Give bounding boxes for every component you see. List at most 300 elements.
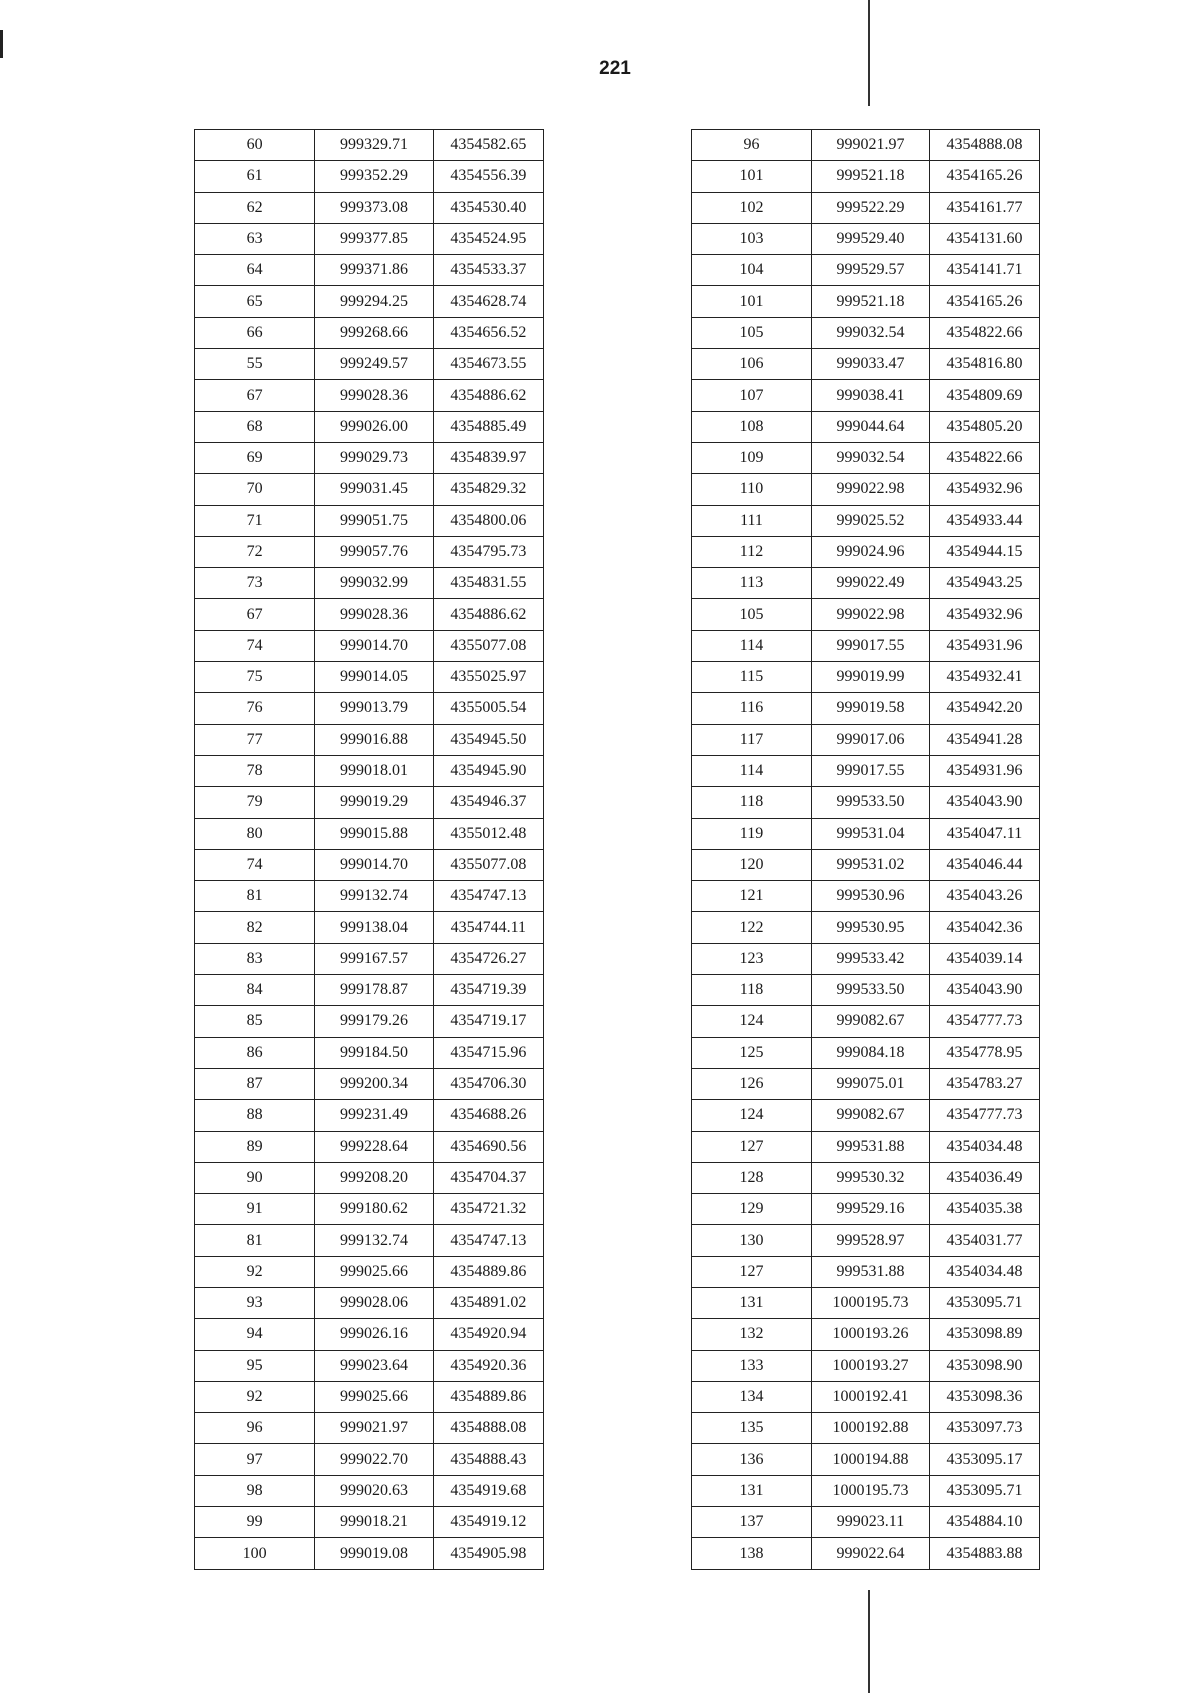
table-row: [692, 317, 1040, 348]
table-row: [195, 536, 544, 567]
y-coordinate-cell: 4354884.10: [930, 1507, 1040, 1538]
table-row: [692, 755, 1040, 786]
table-row: [692, 912, 1040, 943]
y-coordinate-cell: 4354524.95: [433, 223, 543, 254]
table-row: [195, 912, 544, 943]
x-coordinate-cell: 999021.97: [315, 1413, 433, 1444]
x-coordinate-cell: 999231.49: [315, 1100, 433, 1131]
table-row: [692, 1444, 1040, 1475]
x-coordinate-cell: 999082.67: [812, 1100, 930, 1131]
y-coordinate-cell: 4354673.55: [433, 349, 543, 380]
x-coordinate-cell: 1000192.41: [812, 1381, 930, 1412]
x-coordinate-cell: 999529.40: [812, 223, 930, 254]
point-number-cell: 87: [195, 1068, 315, 1099]
point-number-cell: 126: [692, 1068, 812, 1099]
y-coordinate-cell: 4354036.49: [930, 1162, 1040, 1193]
point-number-cell: 130: [692, 1225, 812, 1256]
table-row: [692, 505, 1040, 536]
table-row: [195, 1100, 544, 1131]
y-coordinate-cell: 4354777.73: [930, 1100, 1040, 1131]
table-row: [692, 1131, 1040, 1162]
table-row: [195, 1225, 544, 1256]
y-coordinate-cell: 4354822.66: [930, 442, 1040, 473]
point-number-cell: 120: [692, 849, 812, 880]
point-number-cell: 68: [195, 411, 315, 442]
point-number-cell: 75: [195, 662, 315, 693]
table-row: [195, 881, 544, 912]
x-coordinate-cell: 999531.88: [812, 1131, 930, 1162]
table-row: [195, 192, 544, 223]
y-coordinate-cell: 4354165.26: [930, 161, 1040, 192]
table-row: [195, 1131, 544, 1162]
y-coordinate-cell: 4353098.36: [930, 1381, 1040, 1412]
y-coordinate-cell: 4354889.86: [433, 1381, 543, 1412]
point-number-cell: 121: [692, 881, 812, 912]
x-coordinate-cell: 999528.97: [812, 1225, 930, 1256]
x-coordinate-cell: 999529.16: [812, 1194, 930, 1225]
x-coordinate-cell: 999032.54: [812, 442, 930, 473]
x-coordinate-cell: 999028.36: [315, 599, 433, 630]
y-coordinate-cell: 4354719.17: [433, 1006, 543, 1037]
y-coordinate-cell: 4354800.06: [433, 505, 543, 536]
table-row: [692, 1225, 1040, 1256]
x-coordinate-cell: 999019.99: [812, 662, 930, 693]
table-row: [195, 662, 544, 693]
x-coordinate-cell: 999032.99: [315, 568, 433, 599]
x-coordinate-cell: 999352.29: [315, 161, 433, 192]
y-coordinate-cell: 4354822.66: [930, 317, 1040, 348]
table-row: [692, 975, 1040, 1006]
y-coordinate-cell: 4354628.74: [433, 286, 543, 317]
table-row: [195, 1350, 544, 1381]
y-coordinate-cell: 4354891.02: [433, 1287, 543, 1318]
y-coordinate-cell: 4354831.55: [433, 568, 543, 599]
x-coordinate-cell: 999179.26: [315, 1006, 433, 1037]
x-coordinate-cell: 999026.00: [315, 411, 433, 442]
x-coordinate-cell: 999023.64: [315, 1350, 433, 1381]
y-coordinate-cell: 4354043.90: [930, 787, 1040, 818]
point-number-cell: 93: [195, 1287, 315, 1318]
table-row: [195, 130, 544, 161]
y-coordinate-cell: 4353098.90: [930, 1350, 1040, 1381]
table-row: [692, 349, 1040, 380]
table-row: [195, 568, 544, 599]
y-coordinate-cell: 4354888.08: [433, 1413, 543, 1444]
y-coordinate-cell: 4354905.98: [433, 1538, 543, 1569]
point-number-cell: 136: [692, 1444, 812, 1475]
y-coordinate-cell: 4354031.77: [930, 1225, 1040, 1256]
point-number-cell: 118: [692, 787, 812, 818]
y-coordinate-cell: 4354556.39: [433, 161, 543, 192]
x-coordinate-cell: 999022.70: [315, 1444, 433, 1475]
table-row: [195, 787, 544, 818]
table-row: [195, 474, 544, 505]
x-coordinate-cell: 999022.98: [812, 474, 930, 505]
point-number-cell: 92: [195, 1256, 315, 1287]
y-coordinate-cell: 4354839.97: [433, 442, 543, 473]
y-coordinate-cell: 4354165.26: [930, 286, 1040, 317]
x-coordinate-cell: 999028.36: [315, 380, 433, 411]
x-coordinate-cell: 999021.97: [812, 130, 930, 161]
y-coordinate-cell: 4354043.26: [930, 881, 1040, 912]
table-row: [195, 349, 544, 380]
point-number-cell: 127: [692, 1131, 812, 1162]
y-coordinate-cell: 4354886.62: [433, 599, 543, 630]
table-row: [195, 975, 544, 1006]
table-row: [692, 255, 1040, 286]
table-row: [692, 1256, 1040, 1287]
table-row: [692, 1381, 1040, 1412]
x-coordinate-cell: 999377.85: [315, 223, 433, 254]
y-coordinate-cell: 4354932.96: [930, 474, 1040, 505]
point-number-cell: 76: [195, 693, 315, 724]
point-number-cell: 114: [692, 755, 812, 786]
x-coordinate-cell: 999268.66: [315, 317, 433, 348]
point-number-cell: 84: [195, 975, 315, 1006]
table-row: [692, 662, 1040, 693]
x-coordinate-cell: 999371.86: [315, 255, 433, 286]
point-number-cell: 82: [195, 912, 315, 943]
point-number-cell: 122: [692, 912, 812, 943]
point-number-cell: 91: [195, 1194, 315, 1225]
table-row: [692, 286, 1040, 317]
table-row: [692, 693, 1040, 724]
y-coordinate-cell: 4354721.32: [433, 1194, 543, 1225]
x-coordinate-cell: 999017.55: [812, 755, 930, 786]
point-number-cell: 60: [195, 130, 315, 161]
y-coordinate-cell: 4354047.11: [930, 818, 1040, 849]
point-number-cell: 62: [195, 192, 315, 223]
x-coordinate-cell: 999014.70: [315, 630, 433, 661]
table-row: [692, 1350, 1040, 1381]
point-number-cell: 94: [195, 1319, 315, 1350]
table-row: [692, 1319, 1040, 1350]
x-coordinate-cell: 999082.67: [812, 1006, 930, 1037]
y-coordinate-cell: 4354656.52: [433, 317, 543, 348]
y-coordinate-cell: 4354042.36: [930, 912, 1040, 943]
point-number-cell: 124: [692, 1006, 812, 1037]
point-number-cell: 100: [195, 1538, 315, 1569]
table-row: [195, 755, 544, 786]
table-row: [195, 1194, 544, 1225]
table-row: [195, 1006, 544, 1037]
point-number-cell: 85: [195, 1006, 315, 1037]
point-number-cell: 123: [692, 943, 812, 974]
x-coordinate-cell: 999024.96: [812, 536, 930, 567]
y-coordinate-cell: 4354161.77: [930, 192, 1040, 223]
y-coordinate-cell: 4354805.20: [930, 411, 1040, 442]
point-number-cell: 63: [195, 223, 315, 254]
point-number-cell: 69: [195, 442, 315, 473]
x-coordinate-cell: 999016.88: [315, 724, 433, 755]
table-row: [195, 1256, 544, 1287]
x-coordinate-cell: 999178.87: [315, 975, 433, 1006]
point-number-cell: 97: [195, 1444, 315, 1475]
x-coordinate-cell: 999533.50: [812, 787, 930, 818]
y-coordinate-cell: 4354943.25: [930, 568, 1040, 599]
y-coordinate-cell: 4354945.50: [433, 724, 543, 755]
y-coordinate-cell: 4355077.08: [433, 630, 543, 661]
x-coordinate-cell: 999531.02: [812, 849, 930, 880]
table-row: [692, 724, 1040, 755]
y-coordinate-cell: 4354795.73: [433, 536, 543, 567]
point-number-cell: 127: [692, 1256, 812, 1287]
table-row: [195, 286, 544, 317]
x-coordinate-cell: 999038.41: [812, 380, 930, 411]
y-coordinate-cell: 4354726.27: [433, 943, 543, 974]
table-row: [692, 568, 1040, 599]
y-coordinate-cell: 4354885.49: [433, 411, 543, 442]
point-number-cell: 79: [195, 787, 315, 818]
x-coordinate-cell: 999373.08: [315, 192, 433, 223]
x-coordinate-cell: 1000192.88: [812, 1413, 930, 1444]
table-row: [692, 881, 1040, 912]
x-coordinate-cell: 999018.21: [315, 1507, 433, 1538]
y-coordinate-cell: 4354946.37: [433, 787, 543, 818]
table-row: [692, 1475, 1040, 1506]
point-number-cell: 61: [195, 161, 315, 192]
point-number-cell: 96: [692, 130, 812, 161]
x-coordinate-cell: 999521.18: [812, 286, 930, 317]
x-coordinate-cell: 999019.29: [315, 787, 433, 818]
y-coordinate-cell: 4354034.48: [930, 1131, 1040, 1162]
point-number-cell: 89: [195, 1131, 315, 1162]
x-coordinate-cell: 999167.57: [315, 943, 433, 974]
x-coordinate-cell: 999529.57: [812, 255, 930, 286]
point-number-cell: 67: [195, 380, 315, 411]
x-coordinate-cell: 1000193.26: [812, 1319, 930, 1350]
point-number-cell: 132: [692, 1319, 812, 1350]
y-coordinate-cell: 4354941.28: [930, 724, 1040, 755]
point-number-cell: 105: [692, 599, 812, 630]
x-coordinate-cell: 999022.98: [812, 599, 930, 630]
point-number-cell: 86: [195, 1037, 315, 1068]
table-row: [692, 1006, 1040, 1037]
point-number-cell: 129: [692, 1194, 812, 1225]
y-coordinate-cell: 4355077.08: [433, 849, 543, 880]
point-number-cell: 125: [692, 1037, 812, 1068]
y-coordinate-cell: 4354829.32: [433, 474, 543, 505]
x-coordinate-cell: 1000195.73: [812, 1475, 930, 1506]
point-number-cell: 70: [195, 474, 315, 505]
point-number-cell: 131: [692, 1287, 812, 1318]
y-coordinate-cell: 4354945.90: [433, 755, 543, 786]
coordinates-table-right: [691, 129, 1040, 1570]
y-coordinate-cell: 4354131.60: [930, 223, 1040, 254]
x-coordinate-cell: 1000195.73: [812, 1287, 930, 1318]
point-number-cell: 112: [692, 536, 812, 567]
point-number-cell: 138: [692, 1538, 812, 1569]
x-coordinate-cell: 999022.49: [812, 568, 930, 599]
table-row: [195, 317, 544, 348]
y-coordinate-cell: 4355012.48: [433, 818, 543, 849]
x-coordinate-cell: 999017.06: [812, 724, 930, 755]
point-number-cell: 109: [692, 442, 812, 473]
x-coordinate-cell: 999249.57: [315, 349, 433, 380]
point-number-cell: 108: [692, 411, 812, 442]
point-number-cell: 78: [195, 755, 315, 786]
y-coordinate-cell: 4354533.37: [433, 255, 543, 286]
x-coordinate-cell: 999019.58: [812, 693, 930, 724]
y-coordinate-cell: 4353097.73: [930, 1413, 1040, 1444]
x-coordinate-cell: 999522.29: [812, 192, 930, 223]
table-row: [195, 442, 544, 473]
x-coordinate-cell: 999228.64: [315, 1131, 433, 1162]
table-row: [692, 1162, 1040, 1193]
table-row: [195, 1068, 544, 1099]
table-row: [692, 411, 1040, 442]
y-coordinate-cell: 4354688.26: [433, 1100, 543, 1131]
table-row: [692, 1538, 1040, 1569]
page-number: 221: [599, 58, 631, 79]
y-coordinate-cell: 4354039.14: [930, 943, 1040, 974]
x-coordinate-cell: 999023.11: [812, 1507, 930, 1538]
y-coordinate-cell: 4354043.90: [930, 975, 1040, 1006]
point-number-cell: 113: [692, 568, 812, 599]
y-coordinate-cell: 4354582.65: [433, 130, 543, 161]
x-coordinate-cell: 999033.47: [812, 349, 930, 380]
y-coordinate-cell: 4355005.54: [433, 693, 543, 724]
point-number-cell: 96: [195, 1413, 315, 1444]
point-number-cell: 137: [692, 1507, 812, 1538]
table-row: [195, 1381, 544, 1412]
x-coordinate-cell: 999018.01: [315, 755, 433, 786]
table-row: [195, 1287, 544, 1318]
point-number-cell: 74: [195, 630, 315, 661]
point-number-cell: 102: [692, 192, 812, 223]
table-row: [692, 599, 1040, 630]
point-number-cell: 111: [692, 505, 812, 536]
y-coordinate-cell: 4354046.44: [930, 849, 1040, 880]
table-row: [692, 943, 1040, 974]
table-row: [195, 255, 544, 286]
table-row: [195, 599, 544, 630]
table-row: [195, 693, 544, 724]
x-coordinate-cell: 1000194.88: [812, 1444, 930, 1475]
point-number-cell: 55: [195, 349, 315, 380]
y-coordinate-cell: 4354888.43: [433, 1444, 543, 1475]
x-coordinate-cell: 999531.04: [812, 818, 930, 849]
table-row: [692, 1194, 1040, 1225]
x-coordinate-cell: 999017.55: [812, 630, 930, 661]
point-number-cell: 106: [692, 349, 812, 380]
x-coordinate-cell: 999530.32: [812, 1162, 930, 1193]
x-coordinate-cell: 999294.25: [315, 286, 433, 317]
y-coordinate-cell: 4354883.88: [930, 1538, 1040, 1569]
table-row: [692, 630, 1040, 661]
y-coordinate-cell: 4355025.97: [433, 662, 543, 693]
table-row: [692, 1507, 1040, 1538]
point-number-cell: 95: [195, 1350, 315, 1381]
table-row: [692, 1037, 1040, 1068]
point-number-cell: 71: [195, 505, 315, 536]
point-number-cell: 117: [692, 724, 812, 755]
point-number-cell: 99: [195, 1507, 315, 1538]
x-coordinate-cell: 1000193.27: [812, 1350, 930, 1381]
y-coordinate-cell: 4354931.96: [930, 630, 1040, 661]
point-number-cell: 81: [195, 881, 315, 912]
table-row: [692, 849, 1040, 880]
y-coordinate-cell: 4354777.73: [930, 1006, 1040, 1037]
point-number-cell: 131: [692, 1475, 812, 1506]
y-coordinate-cell: 4354932.96: [930, 599, 1040, 630]
y-coordinate-cell: 4353098.89: [930, 1319, 1040, 1350]
y-coordinate-cell: 4354141.71: [930, 255, 1040, 286]
table-row: [195, 1413, 544, 1444]
y-coordinate-cell: 4354706.30: [433, 1068, 543, 1099]
table-row: [692, 192, 1040, 223]
point-number-cell: 77: [195, 724, 315, 755]
y-coordinate-cell: 4354888.08: [930, 130, 1040, 161]
y-coordinate-cell: 4353095.71: [930, 1475, 1040, 1506]
table-row: [195, 943, 544, 974]
table-row: [195, 223, 544, 254]
y-coordinate-cell: 4354933.44: [930, 505, 1040, 536]
point-number-cell: 124: [692, 1100, 812, 1131]
x-coordinate-cell: 999044.64: [812, 411, 930, 442]
x-coordinate-cell: 999029.73: [315, 442, 433, 473]
x-coordinate-cell: 999132.74: [315, 881, 433, 912]
point-number-cell: 88: [195, 1100, 315, 1131]
binding-line-bottom: [868, 1590, 870, 1693]
x-coordinate-cell: 999530.95: [812, 912, 930, 943]
y-coordinate-cell: 4354886.62: [433, 380, 543, 411]
x-coordinate-cell: 999031.45: [315, 474, 433, 505]
table-row: [692, 161, 1040, 192]
table-row: [195, 380, 544, 411]
y-coordinate-cell: 4354035.38: [930, 1194, 1040, 1225]
point-number-cell: 104: [692, 255, 812, 286]
y-coordinate-cell: 4354744.11: [433, 912, 543, 943]
x-coordinate-cell: 999329.71: [315, 130, 433, 161]
x-coordinate-cell: 999521.18: [812, 161, 930, 192]
y-coordinate-cell: 4354747.13: [433, 1225, 543, 1256]
point-number-cell: 101: [692, 161, 812, 192]
x-coordinate-cell: 999533.42: [812, 943, 930, 974]
point-number-cell: 72: [195, 536, 315, 567]
binding-line-top: [868, 0, 870, 106]
point-number-cell: 65: [195, 286, 315, 317]
point-number-cell: 115: [692, 662, 812, 693]
y-coordinate-cell: 4354919.68: [433, 1475, 543, 1506]
x-coordinate-cell: 999531.88: [812, 1256, 930, 1287]
point-number-cell: 105: [692, 317, 812, 348]
x-coordinate-cell: 999075.01: [812, 1068, 930, 1099]
table-row: [195, 1538, 544, 1569]
point-number-cell: 133: [692, 1350, 812, 1381]
x-coordinate-cell: 999028.06: [315, 1287, 433, 1318]
x-coordinate-cell: 999019.08: [315, 1538, 433, 1569]
x-coordinate-cell: 999208.20: [315, 1162, 433, 1193]
y-coordinate-cell: 4354704.37: [433, 1162, 543, 1193]
x-coordinate-cell: 999025.66: [315, 1381, 433, 1412]
table-row: [195, 411, 544, 442]
y-coordinate-cell: 4354944.15: [930, 536, 1040, 567]
table-row: [692, 1413, 1040, 1444]
point-number-cell: 81: [195, 1225, 315, 1256]
y-coordinate-cell: 4353095.71: [930, 1287, 1040, 1318]
y-coordinate-cell: 4354932.41: [930, 662, 1040, 693]
y-coordinate-cell: 4354809.69: [930, 380, 1040, 411]
table-row: [692, 1287, 1040, 1318]
scan-edge-mark: [0, 30, 3, 58]
x-coordinate-cell: 999025.52: [812, 505, 930, 536]
point-number-cell: 103: [692, 223, 812, 254]
y-coordinate-cell: 4353095.17: [930, 1444, 1040, 1475]
table-row: [195, 818, 544, 849]
point-number-cell: 90: [195, 1162, 315, 1193]
point-number-cell: 118: [692, 975, 812, 1006]
